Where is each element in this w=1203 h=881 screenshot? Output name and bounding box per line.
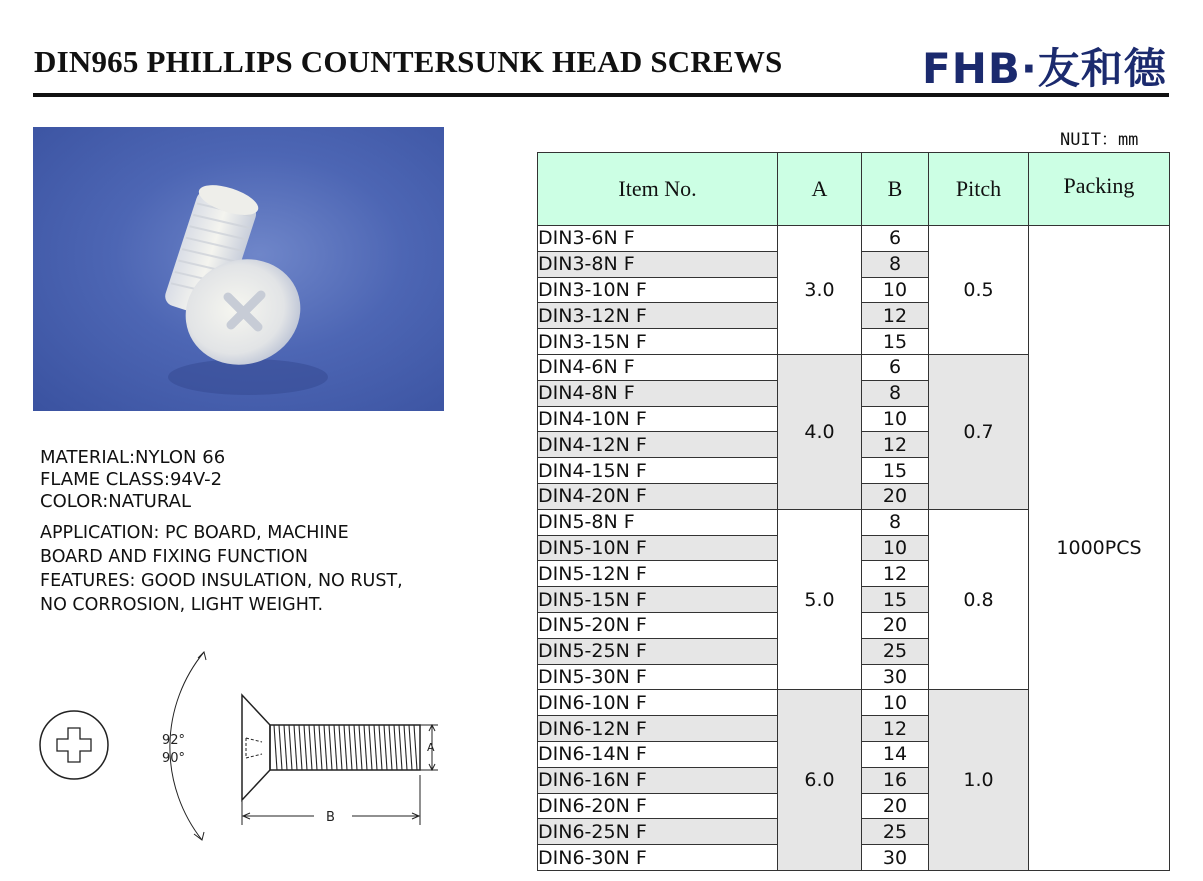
- item-no-cell: DIN3-12N F: [538, 303, 778, 329]
- pitch-value-cell: 0.5: [929, 226, 1029, 355]
- b-value-cell: 16: [862, 767, 929, 793]
- header-item-no: Item No.: [538, 153, 778, 226]
- b-value-cell: 10: [862, 535, 929, 561]
- b-value-cell: 10: [862, 277, 929, 303]
- item-no-cell: DIN3-6N F: [538, 226, 778, 252]
- pitch-value-cell: 0.7: [929, 354, 1029, 509]
- pitch-value-cell: 0.8: [929, 509, 1029, 690]
- b-value-cell: 6: [862, 226, 929, 252]
- specification-text: [40, 447, 470, 617]
- b-value-cell: 14: [862, 741, 929, 767]
- screw-photo-icon: [33, 127, 444, 411]
- brand-logo: FHB·友和德: [922, 44, 1167, 93]
- item-no-cell: DIN5-10N F: [538, 535, 778, 561]
- header-b: B: [862, 153, 929, 226]
- b-value-cell: 10: [862, 406, 929, 432]
- item-no-cell: DIN4-6N F: [538, 354, 778, 380]
- b-value-cell: 10: [862, 690, 929, 716]
- specification-table: [537, 152, 1170, 871]
- header-pitch: Pitch: [929, 153, 1029, 226]
- phillips-head-icon: [40, 711, 108, 779]
- angle-label-90: 90°: [162, 751, 186, 766]
- item-no-cell: DIN6-12N F: [538, 716, 778, 742]
- header-a: A: [778, 153, 862, 226]
- application-line-1: APPLICATION: PC BOARD, MACHINE: [40, 523, 349, 543]
- item-no-cell: DIN3-15N F: [538, 329, 778, 355]
- b-value-cell: 12: [862, 561, 929, 587]
- b-value-cell: 12: [862, 303, 929, 329]
- product-photo: [33, 127, 444, 411]
- screw-side-view-icon: [242, 695, 420, 800]
- b-value-cell: 25: [862, 638, 929, 664]
- item-no-cell: DIN6-30N F: [538, 845, 778, 871]
- b-value-cell: 20: [862, 793, 929, 819]
- item-no-cell: DIN6-20N F: [538, 793, 778, 819]
- item-no-cell: DIN3-8N F: [538, 251, 778, 277]
- table-body: [538, 226, 1170, 871]
- item-no-cell: DIN4-12N F: [538, 432, 778, 458]
- b-value-cell: 15: [862, 458, 929, 484]
- item-no-cell: DIN4-8N F: [538, 380, 778, 406]
- item-no-cell: DIN3-10N F: [538, 277, 778, 303]
- b-value-cell: 30: [862, 845, 929, 871]
- item-no-cell: DIN5-25N F: [538, 638, 778, 664]
- table-header-row: [538, 153, 1170, 226]
- title-divider: [33, 93, 1169, 97]
- item-no-cell: DIN4-15N F: [538, 458, 778, 484]
- flame-class-line: FLAME CLASS:94V-2: [40, 469, 223, 490]
- application-line-2: BOARD AND FIXING FUNCTION: [40, 547, 308, 567]
- item-no-cell: DIN6-10N F: [538, 690, 778, 716]
- pitch-value-cell: 1.0: [929, 690, 1029, 871]
- b-value-cell: 25: [862, 819, 929, 845]
- dimension-a-label: A: [427, 741, 435, 754]
- b-value-cell: 6: [862, 354, 929, 380]
- a-value-cell: 6.0: [778, 690, 862, 871]
- item-no-cell: DIN5-30N F: [538, 664, 778, 690]
- header-packing: Packing: [1029, 153, 1170, 226]
- features-line-2: NO CORROSION, LIGHT WEIGHT.: [40, 595, 324, 615]
- item-no-cell: DIN6-16N F: [538, 767, 778, 793]
- item-no-cell: DIN6-25N F: [538, 819, 778, 845]
- item-no-cell: DIN5-12N F: [538, 561, 778, 587]
- unit-label: NUIT：mm: [1060, 130, 1139, 150]
- table-row: [538, 226, 1170, 252]
- page-title: DIN965 PHILLIPS COUNTERSUNK HEAD SCREWS: [34, 44, 783, 79]
- item-no-cell: DIN4-10N F: [538, 406, 778, 432]
- material-line: MATERIAL:NYLON 66: [40, 447, 226, 468]
- dimension-b-label: B: [326, 810, 335, 825]
- b-value-cell: 12: [862, 716, 929, 742]
- angle-label-92: 92°: [162, 733, 186, 748]
- item-no-cell: DIN5-20N F: [538, 612, 778, 638]
- b-value-cell: 15: [862, 329, 929, 355]
- color-line: COLOR:NATURAL: [40, 491, 191, 512]
- b-value-cell: 15: [862, 587, 929, 613]
- packing-value-cell: 1000PCS: [1029, 226, 1170, 871]
- b-value-cell: 12: [862, 432, 929, 458]
- item-no-cell: DIN6-14N F: [538, 741, 778, 767]
- a-value-cell: 3.0: [778, 226, 862, 355]
- b-value-cell: 8: [862, 251, 929, 277]
- item-no-cell: DIN4-20N F: [538, 483, 778, 509]
- b-value-cell: 8: [862, 509, 929, 535]
- a-value-cell: 5.0: [778, 509, 862, 690]
- b-value-cell: 20: [862, 483, 929, 509]
- item-no-cell: DIN5-8N F: [538, 509, 778, 535]
- b-value-cell: 8: [862, 380, 929, 406]
- features-line-1: FEATURES: GOOD INSULATION, NO RUST,: [40, 571, 403, 591]
- screw-diagram: [34, 640, 454, 860]
- b-value-cell: 20: [862, 612, 929, 638]
- item-no-cell: DIN5-15N F: [538, 587, 778, 613]
- b-value-cell: 30: [862, 664, 929, 690]
- a-value-cell: 4.0: [778, 354, 862, 509]
